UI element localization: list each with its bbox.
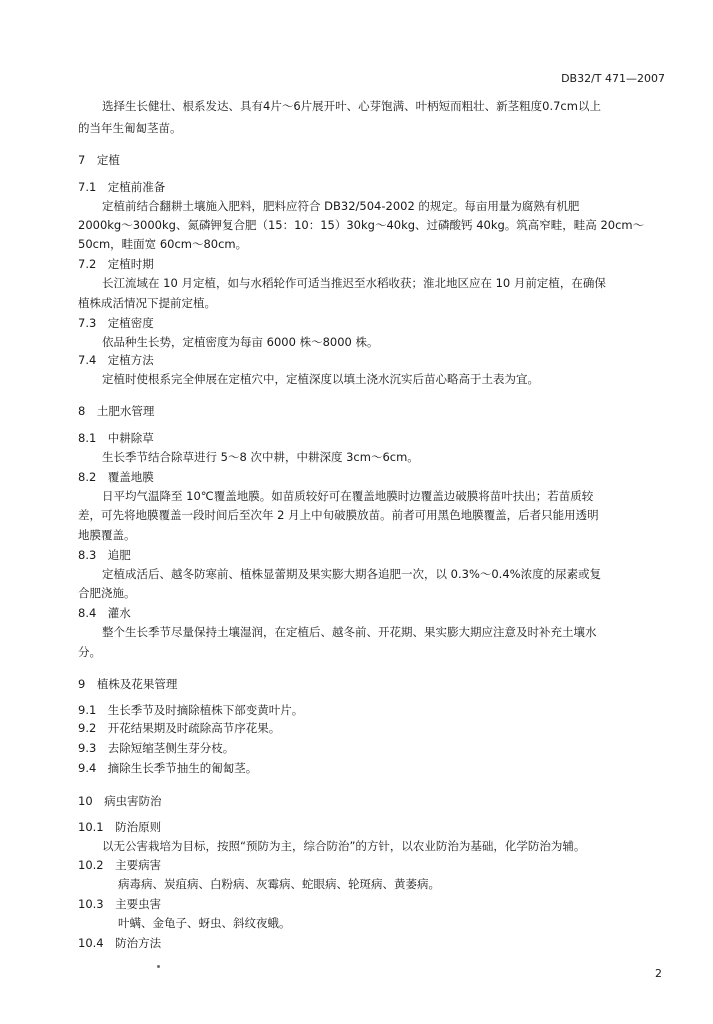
item-9-2: 9.2 开花结果期及时疏除高节序花果。 (78, 721, 281, 735)
scan-speck (157, 965, 160, 968)
para-7-1-line2: 2000kg～3000kg、氮磷钾复合肥（15：10：15）30kg～40kg、过磷酸钙 40kg。筑高窄畦，畦高 20cm～ (78, 218, 645, 232)
document-code-header: DB32/T 471—2007 (561, 72, 665, 85)
para-8-4-line1: 整个生长季节尽量保持土壤湿润，在定植后、越冬前、开花期、果实膨大期应注意及时补充土壤水 (102, 625, 597, 639)
para-10-2: 病毒病、炭疽病、白粉病、灰霉病、蛇眼病、轮斑病、黄萎病。 (118, 877, 440, 891)
subsection-heading-7-4: 7.4 定植方法 (78, 353, 154, 367)
item-9-3: 9.3 去除短缩茎侧生芽分枝。 (78, 741, 235, 755)
section-heading-10: 10 病虫害防治 (78, 794, 162, 808)
subsection-heading-8-2: 8.2 覆盖地膜 (78, 470, 154, 484)
para-10-3: 叶螨、金龟子、蚜虫、斜纹夜蛾。 (118, 916, 291, 930)
para-8-3-line2: 合肥浇施。 (78, 586, 136, 600)
para-7-4: 定植时使根系完全伸展在定植穴中，定植深度以填土浇水沉实后苗心略高于土表为宜。 (102, 372, 539, 386)
para-seedling-line2: 的当年生匍匐茎苗。 (78, 121, 182, 135)
para-7-1-line1: 定植前结合翻耕土壤施入肥料，肥料应符合 DB32/504-2002 的规定。每亩用量为腐熟有机肥 (102, 199, 580, 213)
para-seedling-line1: 选择生长健壮、根系发达、具有4片～6片展开叶、心芽饱满、叶柄短而粗壮、新茎粗度0.7cm以上 (102, 99, 601, 113)
subsection-heading-8-1: 8.1 中耕除草 (78, 431, 154, 445)
subsection-heading-7-3: 7.3 定植密度 (78, 316, 154, 330)
subsection-heading-8-3: 8.3 追肥 (78, 548, 131, 562)
para-7-1-line3: 50cm，畦面宽 60cm～80cm。 (78, 237, 248, 251)
para-8-2-line3: 地膜覆盖。 (78, 528, 136, 542)
subsection-heading-10-4: 10.4 防治方法 (78, 936, 162, 950)
subsection-heading-7-2: 7.2 定植时期 (78, 257, 154, 271)
subsection-heading-10-2: 10.2 主要病害 (78, 858, 162, 872)
para-8-4-line2: 分。 (78, 645, 101, 659)
para-8-2-line2: 差，可先将地膜覆盖一段时间后至次年 2 月上中旬破膜放苗。前者可用黑色地膜覆盖，后者只能用透明 (78, 508, 599, 522)
section-heading-8: 8 土肥水管理 (78, 404, 155, 418)
para-10-1: 以无公害栽培为目标，按照“预防为主，综合防治”的方针，以农业防治为基础，化学防治为辅。 (102, 839, 586, 853)
para-8-3-line1: 定植成活后、越冬防寒前、植株显蕾期及果实膨大期各追肥一次，以 0.3%～0.4%浓度的尿素或复 (102, 567, 602, 581)
subsection-heading-8-4: 8.4 灌水 (78, 606, 131, 620)
section-heading-9: 9 植株及花果管理 (78, 677, 178, 691)
para-8-1: 生长季节结合除草进行 5～8 次中耕，中耕深度 3cm～6cm。 (102, 450, 419, 464)
subsection-heading-10-3: 10.3 主要虫害 (78, 897, 162, 911)
item-9-1: 9.1 生长季节及时摘除植株下部变黄叶片。 (78, 703, 304, 717)
page-number: 2 (655, 967, 662, 980)
section-heading-7: 7 定植 (78, 153, 120, 167)
para-7-2-line1: 长江流域在 10 月定植，如与水稻轮作可适当推迟至水稻收获；淮北地区应在 10 月前定植，在确保 (102, 276, 606, 290)
item-9-4: 9.4 摘除生长季节抽生的匍匐茎。 (78, 761, 258, 775)
para-7-3: 依品种生长势，定植密度为每亩 6000 株～8000 株。 (102, 335, 379, 349)
subsection-heading-7-1: 7.1 定植前准备 (78, 180, 166, 194)
subsection-heading-10-1: 10.1 防治原则 (78, 820, 162, 834)
para-8-2-line1: 日平均气温降至 10℃覆盖地膜。如苗质较好可在覆盖地膜时边覆盖边破膜将苗叶扶出；若苗质较 (102, 489, 594, 503)
para-7-2-line2: 植株成活情况下提前定植。 (78, 296, 216, 310)
